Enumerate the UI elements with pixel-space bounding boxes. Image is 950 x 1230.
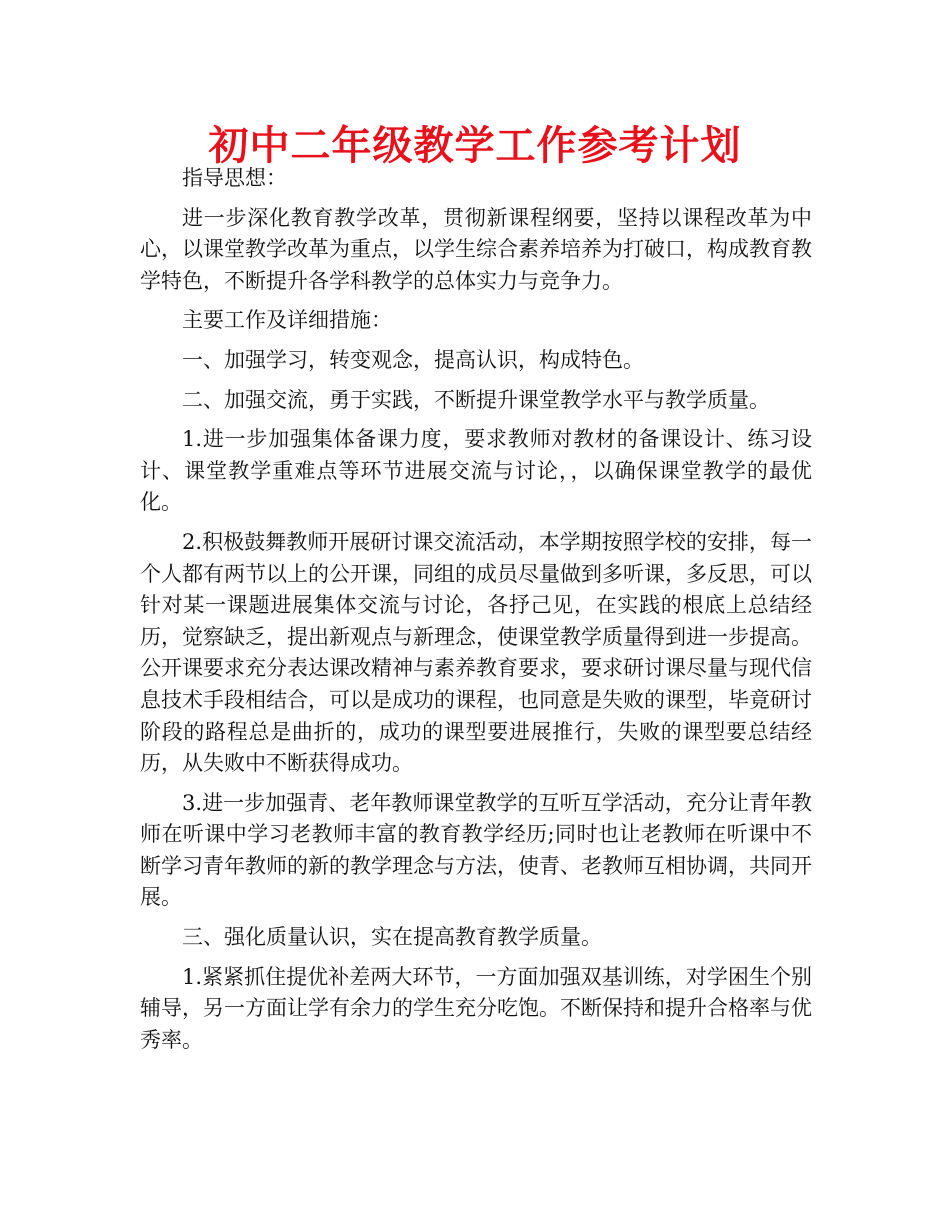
heading-guiding-thought: 指导思想：: [182, 166, 287, 190]
heading-main-work: 主要工作及详细措施：: [182, 308, 392, 333]
section-three-heading: 三、强化质量认识，实在提高教育教学质量。: [182, 925, 602, 950]
section-two-item-3: 3.进一步加强青、老年教师课堂教学的互听互学活动，充分让青年教师在听课中学习老教师丰富的教育教学经历;同时也让老教师在听课中不断学习青年教师的新的教学理念与方法，使青、老教师互相协调，共同开展。: [140, 790, 812, 910]
section-three-item-1: 1.紧紧抓住提优补差两大环节，一方面加强双基训练，对学困生个别辅导，另一方面让学有余力的学生充分吃饱。不断保持和提升合格率与优秀率。: [140, 964, 812, 1052]
section-two-item-2: 2.积极鼓舞教师开展研讨课交流活动，本学期按照学校的安排，每一个人都有两节以上的公开课，同组的成员尽量做到多听课，多反思，可以针对某一课题进展集体交流与讨论，各抒己见，在实践的根底上总结经历，觉察缺乏，提出新观点与新理念，使课堂教学质量得到进一步提高。公开课要求充分表达课改精神与素养教育要求，要求研讨课尽量与现代信息技术手段相结合，可以是成功的课程，也同意是失败的课型，毕竟研讨阶段的路程总是曲折的，成功的课型要进展推行，失败的课型要总结经历，从失败中不断获得成功。: [140, 529, 812, 776]
document-body: [140, 163, 812, 1064]
section-two-item-1: 1.进一步加强集体备课力度，要求教师对教材的备课设计、练习设计、课堂教学重难点等环节进展交流与讨论，，以确保课堂教学的最优化。: [140, 427, 812, 515]
section-one-heading: 一、加强学习，转变观念，提高认识，构成特色。: [182, 347, 644, 372]
section-two-heading: 二、加强交流，勇于实践，不断提升课堂教学水平与教学质量。: [182, 387, 770, 412]
paragraph-guiding-thought: 进一步深化教育教学改革，贯彻新课程纲要，坚持以课程改革为中心，以课堂教学改革为重点，以学生综合素养培养为打破口，构成教育教学特色，不断提升各学科教学的总体实力与竞争力。: [140, 205, 812, 293]
document-title: 初中二年级教学工作参考计划: [208, 123, 742, 169]
